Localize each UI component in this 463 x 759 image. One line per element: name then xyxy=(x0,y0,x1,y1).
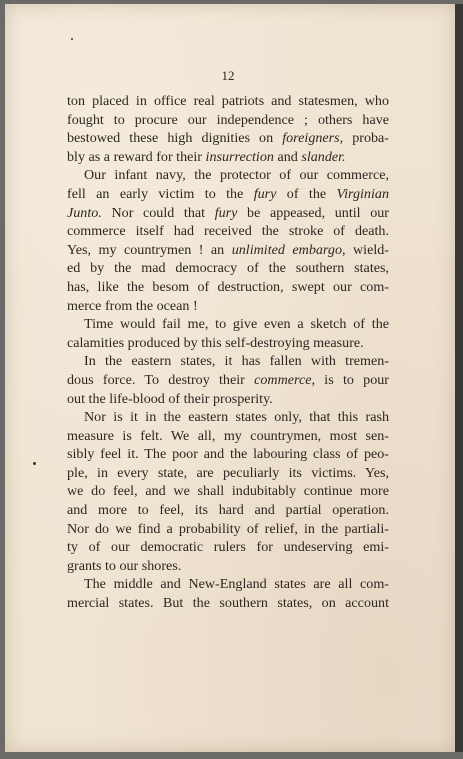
text-line: we do feel, and we shall indubitably continue more xyxy=(67,483,389,500)
paper-speck xyxy=(71,38,73,40)
text-line: fell an early victim to the fury of the Virginian xyxy=(67,185,389,202)
text-line: Time would fail me, to give even a sketch of the xyxy=(84,316,389,333)
paper-speck xyxy=(33,462,36,465)
text-line: commerce itself had received the stroke of death. xyxy=(67,223,389,240)
page-number: 12 xyxy=(221,68,235,83)
text-line: sibly feel it. The poor and the labouring class of peo- xyxy=(67,446,389,463)
text-line: grants to our shores. xyxy=(67,557,182,574)
text-line: has, like the besom of destruction, swept our com- xyxy=(67,278,389,295)
page-edge-shadow xyxy=(455,4,463,752)
text-line: Nor do we find a probability of relief, in the partiali- xyxy=(67,520,389,537)
text-line: dous force. To destroy their commerce, is to pour xyxy=(67,371,389,388)
page-text xyxy=(67,68,390,613)
text-line: bly as a reward for their insurrection and slander. xyxy=(67,148,346,165)
text-line: In the eastern states, it has fallen with tremen- xyxy=(84,353,389,370)
text-line: Nor is it in the eastern states only, that this rash xyxy=(84,409,389,426)
text-line: measure is felt. We all, my countrymen, most sen- xyxy=(67,427,389,444)
text-line: ton placed in office real patriots and statesmen, who xyxy=(67,93,389,109)
text-line: out the life-blood of their prosperity. xyxy=(67,390,273,407)
text-line: merce from the ocean ! xyxy=(67,297,198,314)
text-line: ple, in every state, are peculiarly its victims. Yes, xyxy=(67,464,389,481)
text-line: calamities produced by this self-destroying measure. xyxy=(67,334,364,351)
text-line: Our infant navy, the protector of our commerce, xyxy=(84,167,389,184)
text-line: mercial states. But the southern states, on account xyxy=(67,595,389,612)
text-line: Yes, my countrymen ! an unlimited embargo, wield- xyxy=(67,241,389,258)
text-line: ty of our democratic rulers for undeserving emi- xyxy=(67,539,389,556)
text-line: ed by the mad democracy of the southern states, xyxy=(67,260,389,277)
text-line: fought to procure our independence ; others have xyxy=(67,111,389,128)
text-line: bestowed these high dignities on foreigners, proba- xyxy=(67,130,390,147)
text-line: and more to feel, its hard and partial operation. xyxy=(67,502,389,519)
text-line: The middle and New-England states are all com- xyxy=(84,576,389,593)
text-line: Junto. Nor could that fury be appeased, until our xyxy=(67,204,389,221)
